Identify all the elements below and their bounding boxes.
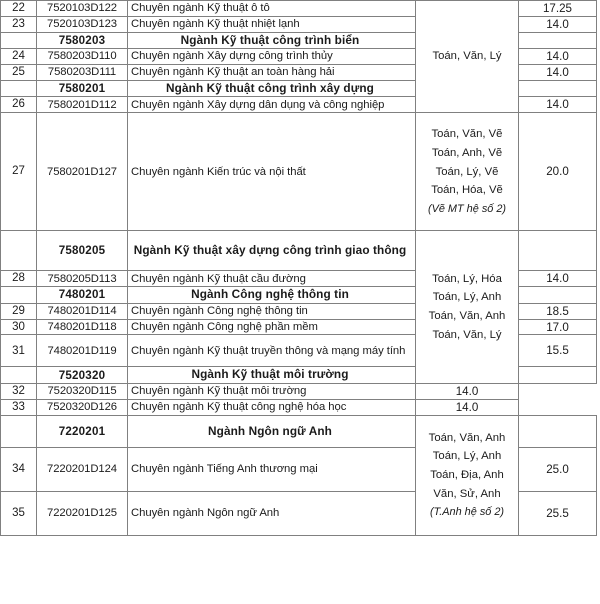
major-group-code: 7220201 (37, 415, 128, 447)
major-group-code: 7480201 (37, 287, 128, 303)
row-number (1, 81, 37, 97)
row-number: 26 (1, 97, 37, 113)
subject-line: Toán, Văn, Vẽ (431, 128, 503, 141)
benchmark-score: 14.0 (416, 399, 519, 415)
major-code: 7220201D125 (37, 491, 128, 535)
row-number: 33 (1, 399, 37, 415)
benchmark-score (519, 287, 597, 303)
benchmark-score: 14.0 (416, 383, 519, 399)
major-name: Chuyên ngành Xây dựng công trình thủy (128, 49, 416, 65)
subject-combination-block-c (416, 231, 519, 383)
row-number (1, 231, 37, 271)
subject-line: Toán, Lý, Anh (432, 450, 502, 463)
major-code: 7480201D119 (37, 335, 128, 367)
subject-line: Toán, Văn, Anh (428, 431, 506, 444)
row-number: 23 (1, 16, 37, 32)
row-number: 25 (1, 65, 37, 81)
row-number: 31 (1, 335, 37, 367)
subject-line: Toán, Anh, Vẽ (431, 147, 503, 160)
table-row (1, 399, 597, 415)
benchmark-score: 17.0 (519, 319, 597, 335)
major-group-code: 7580205 (37, 231, 128, 271)
benchmark-score: 14.0 (519, 271, 597, 287)
subject-coefficient-note: (Vẽ MT hệ số 2) (427, 203, 507, 215)
major-group-name: Ngành Kỹ thuật công trình xây dựng (128, 81, 416, 97)
major-name: Chuyên ngành Kỹ thuật truyền thông và mạng máy tính (128, 335, 416, 367)
major-name: Chuyên ngành Xây dựng dân dụng và công nghiệp (128, 97, 416, 113)
major-name: Chuyên ngành Kỹ thuật công nghệ hóa học (128, 399, 416, 415)
row-number: 22 (1, 1, 37, 17)
major-group-row (1, 231, 597, 271)
major-code: 7580203D111 (37, 65, 128, 81)
major-name: Chuyên ngành Kỹ thuật nhiệt lạnh (128, 16, 416, 32)
major-code: 7580201D127 (37, 113, 128, 231)
benchmark-score (519, 81, 597, 97)
major-group-name: Ngành Kỹ thuật môi trường (128, 367, 416, 383)
subject-combination-block-d (416, 415, 519, 535)
benchmark-score: 17.25 (519, 1, 597, 17)
benchmark-score (519, 231, 597, 271)
row-number: 24 (1, 49, 37, 65)
major-name: Chuyên ngành Kỹ thuật cầu đường (128, 271, 416, 287)
major-code: 7580201D112 (37, 97, 128, 113)
subject-line: Toán, Lý, Hóa (432, 272, 502, 285)
subject-combination-block-b (416, 113, 519, 231)
subject-line: Toán, Lý, Vẽ (435, 165, 499, 178)
subject-line: Toán, Văn, Lý (432, 328, 502, 341)
subject-coefficient-note: (T.Anh hệ số 2) (429, 506, 505, 519)
row-number: 35 (1, 491, 37, 535)
subject-line: Toán, Địa, Anh (430, 469, 504, 482)
row-number (1, 367, 37, 383)
table-row (1, 113, 597, 231)
benchmark-score: 18.5 (519, 303, 597, 319)
major-group-name: Ngành Kỹ thuật xây dựng công trình giao thông (128, 231, 416, 271)
major-group-code: 7580203 (37, 32, 128, 48)
row-number: 30 (1, 319, 37, 335)
benchmark-score: 14.0 (519, 97, 597, 113)
major-code: 7480201D114 (37, 303, 128, 319)
major-group-name: Ngành Ngôn ngữ Anh (128, 415, 416, 447)
table-row (1, 1, 597, 17)
row-number: 34 (1, 447, 37, 491)
subject-line: Toán, Hóa, Vẽ (431, 184, 503, 197)
row-number: 27 (1, 113, 37, 231)
subject-combination-block-a (416, 1, 519, 113)
benchmark-score: 14.0 (519, 16, 597, 32)
benchmark-score: 25.0 (519, 447, 597, 491)
subject-line: Văn, Sử, Anh (433, 487, 501, 500)
major-name: Chuyên ngành Kỹ thuật môi trường (128, 383, 416, 399)
benchmark-score (519, 32, 597, 48)
major-code: 7580203D110 (37, 49, 128, 65)
subject-line: Toán, Lý, Anh (432, 291, 502, 304)
benchmark-score: 14.0 (519, 49, 597, 65)
major-group-row (1, 415, 597, 447)
row-number: 32 (1, 383, 37, 399)
row-number (1, 287, 37, 303)
major-group-name: Ngành Công nghệ thông tin (128, 287, 416, 303)
benchmark-score: 25.5 (519, 491, 597, 535)
row-number: 29 (1, 303, 37, 319)
major-code: 7520103D123 (37, 16, 128, 32)
row-number: 28 (1, 271, 37, 287)
table-row (1, 383, 597, 399)
major-code: 7520103D122 (37, 1, 128, 17)
major-code: 7480201D118 (37, 319, 128, 335)
major-group-code: 7520320 (37, 367, 128, 383)
major-code: 7580205D113 (37, 271, 128, 287)
benchmark-score: 20.0 (519, 113, 597, 231)
major-name: Chuyên ngành Kỹ thuật ô tô (128, 1, 416, 17)
major-group-code: 7580201 (37, 81, 128, 97)
subject-line: Toán, Văn, Lý (432, 50, 502, 63)
major-code: 7520320D126 (37, 399, 128, 415)
benchmark-score (519, 415, 597, 447)
major-name: Chuyên ngành Ngôn ngữ Anh (128, 491, 416, 535)
benchmark-score (519, 367, 597, 383)
clipped-next-row-fragment (0, 598, 596, 604)
major-name: Chuyên ngành Kỹ thuật an toàn hàng hải (128, 65, 416, 81)
row-number (1, 415, 37, 447)
subject-line: Toán, Văn, Anh (428, 310, 506, 322)
major-name: Chuyên ngành Công nghệ thông tin (128, 303, 416, 319)
benchmark-score: 15.5 (519, 335, 597, 367)
benchmark-score: 14.0 (519, 65, 597, 81)
major-name: Chuyên ngành Tiếng Anh thương mại (128, 447, 416, 491)
major-code: 7220201D124 (37, 447, 128, 491)
major-name: Chuyên ngành Công nghệ phần mềm (128, 319, 416, 335)
row-number (1, 32, 37, 48)
major-group-name: Ngành Kỹ thuật công trình biển (128, 32, 416, 48)
major-code: 7520320D115 (37, 383, 128, 399)
major-name: Chuyên ngành Kiến trúc và nội thất (128, 113, 416, 231)
